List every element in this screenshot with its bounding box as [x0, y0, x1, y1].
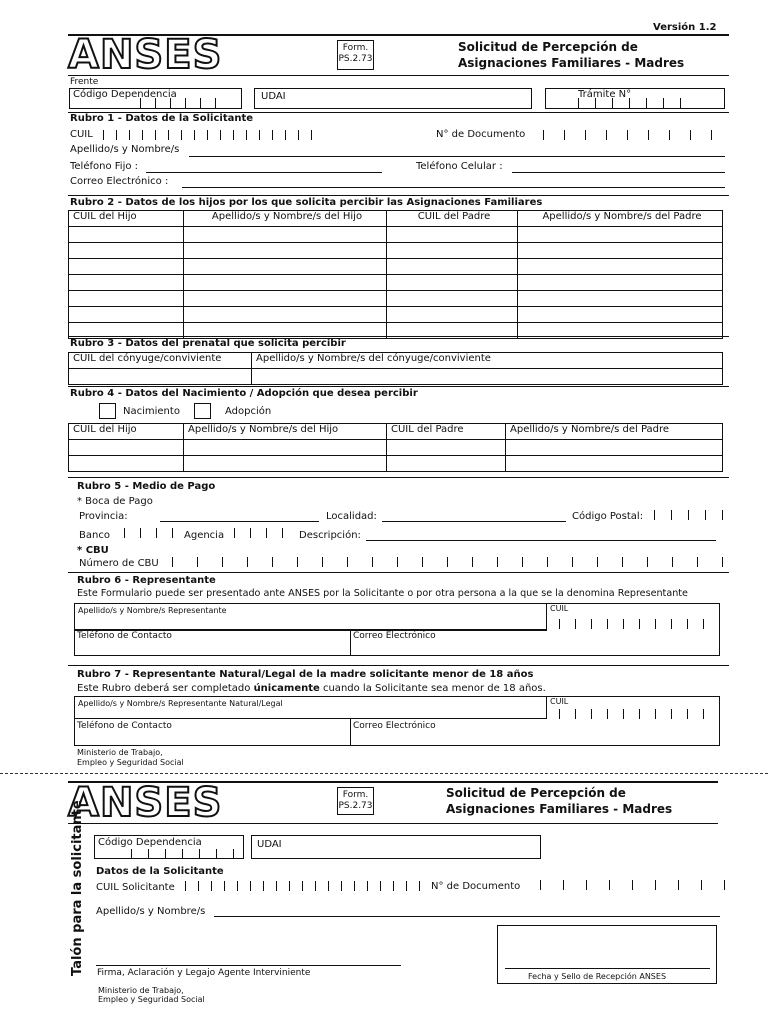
- rubro6-title: Rubro 6 - Representante: [77, 575, 216, 586]
- banco-label: Banco: [79, 530, 110, 541]
- form-title-line1: Solicitud de Percepción de: [458, 40, 638, 54]
- talon-ministerio-line2: Empleo y Seguridad Social: [98, 995, 205, 1004]
- rubro6-description: Este Formulario puede ser presentado ante ANSES por la Solicitante o por otra persona a la que se la denomina Representante: [77, 588, 688, 599]
- rubro7-correo-label: Correo Electrónico: [353, 721, 436, 731]
- table-row[interactable]: [69, 369, 723, 385]
- rubro1-tel-fijo-label: Teléfono Fijo :: [70, 161, 139, 172]
- rubro6-cuil-label: CUIL: [550, 604, 569, 613]
- table-header-row: [69, 424, 723, 440]
- form-title-line2: Asignaciones Familiares - Madres: [458, 56, 685, 70]
- rubro1-correo-line[interactable]: [182, 187, 725, 188]
- rubro7-description: [77, 683, 546, 695]
- tramite-ticks: [578, 98, 681, 108]
- rubro1-documento-label: N° de Documento: [436, 129, 526, 140]
- rubro6-divider: [350, 630, 351, 656]
- fecha-sello-label: Fecha y Sello de Recepción ANSES: [528, 972, 667, 981]
- form-code-tag: [337, 40, 374, 70]
- col-cuil-hijo: CUIL del Hijo: [69, 424, 184, 440]
- udai-field[interactable]: [254, 88, 532, 109]
- rubro1-cuil-input[interactable]: [103, 130, 312, 140]
- ministerio-line1: Ministerio de Trabajo,: [77, 748, 163, 757]
- table-row[interactable]: [69, 456, 723, 472]
- rubro7-apellido-label: Apellido/s y Nombre/s Representante Natural/Legal: [78, 699, 283, 708]
- col-apellido-padre: Apellido/s y Nombre/s del Padre: [506, 424, 723, 440]
- rubro3-rule: [68, 336, 729, 337]
- rubro4-rule: [68, 386, 729, 387]
- rubro5-rule: [68, 477, 729, 478]
- talon-ministerio-line1: Ministerio de Trabajo,: [98, 986, 184, 995]
- col-cuil-hijo: CUIL del Hijo: [69, 211, 184, 227]
- form-code-tag-talon: [337, 787, 374, 815]
- adopcion-label: Adopción: [225, 406, 272, 417]
- codigo-postal-label: Código Postal:: [572, 511, 644, 522]
- rubro1-apellido-label: Apellido/s y Nombre/s: [70, 144, 180, 155]
- talon-udai-label: UDAI: [257, 839, 282, 850]
- rubro4-table: [68, 423, 723, 472]
- rubro7-cuil-input[interactable]: [559, 709, 720, 719]
- col-apellido-padre: Apellido/s y Nombre/s del Padre: [518, 211, 723, 227]
- col-apellido-hijo: Apellido/s y Nombre/s del Hijo: [184, 211, 387, 227]
- rubro6-rule: [68, 572, 729, 573]
- adopcion-checkbox[interactable]: [194, 403, 211, 419]
- rubro6-cuil-input[interactable]: [559, 619, 720, 629]
- codigo-dependencia-field[interactable]: [69, 88, 242, 109]
- talon-apellido-label: Apellido/s y Nombre/s: [96, 906, 206, 917]
- form-code: PS.2.73: [338, 54, 373, 64]
- rubro7-desc-post: cuando la Solicitante sea menor de 18 años.: [319, 683, 546, 694]
- talon-title-line2: Asignaciones Familiares - Madres: [446, 802, 673, 816]
- localidad-line[interactable]: [382, 521, 566, 522]
- rubro1-tel-fijo-line[interactable]: [146, 172, 382, 173]
- rubro1-title: Rubro 1 - Datos de la Solicitante: [70, 113, 254, 124]
- rubro7-divider: [350, 719, 351, 746]
- table-row[interactable]: [69, 291, 723, 307]
- frente-label: Frente: [70, 77, 99, 87]
- table-row[interactable]: [69, 227, 723, 243]
- tramite-label: Trámite N°: [578, 89, 632, 100]
- agencia-input[interactable]: [234, 528, 283, 538]
- table-row[interactable]: [69, 243, 723, 259]
- talon-vertical-label: Talón para la solicitante: [70, 800, 85, 976]
- talon-documento-input[interactable]: [540, 880, 725, 890]
- table-row[interactable]: [69, 275, 723, 291]
- table-row[interactable]: [69, 259, 723, 275]
- col-cuil-conyuge: CUIL del cónyuge/conviviente: [69, 353, 252, 369]
- tramite-field[interactable]: [545, 88, 725, 109]
- anses-logo: ANSES: [68, 32, 223, 78]
- udai-label: UDAI: [261, 91, 286, 102]
- table-row[interactable]: [69, 440, 723, 456]
- rubro6-apellido-label: Apellido/s y Nombre/s Representante: [78, 606, 227, 615]
- rubro2-rule: [68, 195, 729, 196]
- rubro3-title: Rubro 3 - Datos del prenatal que solicita percibir: [70, 338, 346, 349]
- cbu-label: * CBU: [77, 545, 109, 556]
- talon-title-line1: Solicitud de Percepción de: [446, 786, 626, 800]
- talon-udai-field[interactable]: [251, 835, 541, 859]
- boca-pago-label: * Boca de Pago: [77, 496, 153, 507]
- numero-cbu-label: Número de CBU: [79, 558, 159, 569]
- rubro7-desc-bold: únicamente: [253, 683, 320, 694]
- rubro7-title: Rubro 7 - Representante Natural/Legal de la madre solicitante menor de 18 años: [77, 669, 534, 680]
- talon-apellido-line[interactable]: [214, 916, 720, 917]
- codigo-postal-input[interactable]: [654, 510, 723, 520]
- banco-input[interactable]: [124, 528, 173, 538]
- rubro2-table: [68, 210, 723, 339]
- numero-cbu-input[interactable]: [172, 557, 723, 567]
- agencia-label: Agencia: [184, 530, 225, 541]
- talon-codigo-dependencia-ticks: [131, 849, 234, 859]
- codigo-dependencia-label: Código Dependencia: [73, 89, 177, 100]
- anses-logo-talon: ANSES: [68, 780, 223, 826]
- col-cuil-padre: CUIL del Padre: [387, 424, 506, 440]
- col-cuil-padre: CUIL del Padre: [387, 211, 518, 227]
- talon-cuil-input[interactable]: [185, 881, 420, 891]
- rubro6-correo-label: Correo Electrónico: [353, 631, 436, 641]
- rubro1-cuil-label: CUIL: [70, 129, 93, 140]
- talon-documento-label: N° de Documento: [431, 881, 521, 892]
- provincia-line[interactable]: [160, 521, 319, 522]
- firma-line[interactable]: [96, 965, 401, 966]
- ministerio-line2: Empleo y Seguridad Social: [77, 758, 184, 767]
- rubro1-tel-celular-line[interactable]: [512, 172, 725, 173]
- version-label: Versión 1.2: [653, 22, 717, 33]
- rubro7-rule: [68, 665, 729, 666]
- talon-cuil-label: CUIL Solicitante: [96, 882, 175, 893]
- header-bottom-rule: [68, 75, 729, 76]
- talon-datos-title: Datos de la Solicitante: [96, 866, 224, 877]
- form-label-talon: Form.: [342, 790, 369, 800]
- codigo-dependencia-ticks: [140, 98, 216, 108]
- rubro2-title: Rubro 2 - Datos de los hijos por los que solicita percibir las Asignaciones Familiares: [70, 197, 543, 208]
- table-row[interactable]: [69, 307, 723, 323]
- nacimiento-checkbox[interactable]: [99, 403, 116, 419]
- fecha-sello-line: [505, 968, 710, 969]
- rubro5-title: Rubro 5 - Medio de Pago: [77, 481, 216, 492]
- rubro4-title: Rubro 4 - Datos del Nacimiento / Adopción que desea percibir: [70, 388, 418, 399]
- rubro1-apellido-line[interactable]: [189, 156, 725, 157]
- col-apellido-hijo: Apellido/s y Nombre/s del Hijo: [184, 424, 387, 440]
- provincia-label: Provincia:: [79, 511, 128, 522]
- rubro6-apellido-field[interactable]: [74, 603, 547, 631]
- cut-line: [0, 773, 768, 774]
- form-label: Form.: [342, 43, 369, 53]
- descripcion-line[interactable]: [366, 540, 716, 541]
- talon-header-bottom-rule: [68, 823, 718, 824]
- rubro1-tel-celular-label: Teléfono Celular :: [416, 161, 503, 172]
- talon-codigo-dependencia-field[interactable]: [94, 835, 244, 859]
- table-header-row: [69, 211, 723, 227]
- rubro1-correo-label: Correo Electrónico :: [70, 176, 169, 187]
- localidad-label: Localidad:: [326, 511, 377, 522]
- rubro6-telefono-label: Teléfono de Contacto: [77, 631, 172, 641]
- descripcion-label: Descripción:: [299, 530, 361, 541]
- rubro1-documento-input[interactable]: [543, 130, 712, 140]
- talon-codigo-dependencia-label: Código Dependencia: [98, 837, 202, 848]
- rubro7-apellido-field[interactable]: [74, 696, 547, 719]
- rubro3-table: [68, 352, 723, 385]
- col-apellido-conyuge: Apellido/s y Nombre/s del cónyuge/conviviente: [252, 353, 723, 369]
- firma-label: Firma, Aclaración y Legajo Agente Interviniente: [97, 968, 311, 978]
- form-code-talon: PS.2.73: [338, 801, 373, 811]
- rubro7-telefono-label: Teléfono de Contacto: [77, 721, 172, 731]
- table-header-row: [69, 353, 723, 369]
- rubro7-desc-pre: Este Rubro deberá ser completado: [77, 683, 254, 694]
- nacimiento-label: Nacimiento: [123, 406, 180, 417]
- rubro7-cuil-label: CUIL: [550, 697, 569, 706]
